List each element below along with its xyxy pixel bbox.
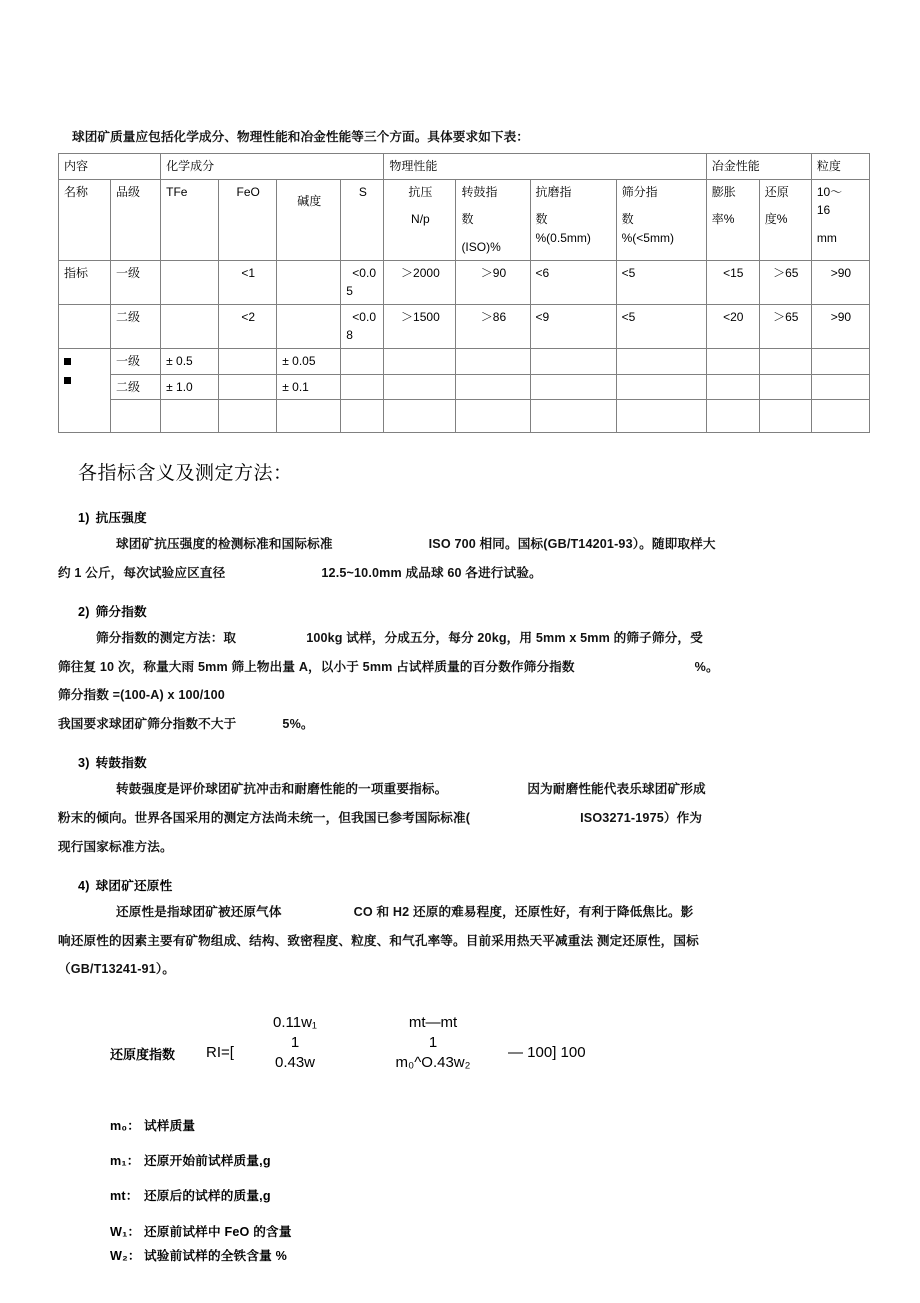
paragraph-2-1-b: 100kg 试样，分成五分，每分 20kg，用 5mm x 5mm 的筛子筛分，受 [306, 631, 703, 646]
cell-tumbler: ＞90 [456, 260, 530, 304]
col-header-s: S [341, 179, 384, 260]
cell-empty [341, 400, 384, 433]
col-header-tfe: TFe [161, 179, 219, 260]
cell-s: <0.0 8 [341, 304, 384, 348]
cell-grade: 二级 [111, 304, 161, 348]
quality-spec-table [58, 153, 870, 433]
cell-abrasion [530, 374, 616, 400]
col-header-basicity: 碱度 [277, 179, 341, 260]
section-label-3: 转鼓指数 [95, 756, 147, 771]
cell-tfe [161, 304, 219, 348]
paragraph-3-1-b: 因为耐磨性能代表乐球团矿形成 [527, 782, 706, 797]
cell-empty [219, 400, 277, 433]
formula-frac2-middle: 1 [428, 1034, 438, 1051]
formula-fraction-1 [240, 1013, 350, 1074]
paragraph-2-2 [58, 655, 870, 680]
variable-definition [110, 1153, 870, 1169]
cell-swelling [706, 374, 759, 400]
section-title-2 [78, 601, 870, 620]
cell-empty [111, 400, 161, 433]
section-screening-index [58, 601, 870, 736]
paragraph-2-2-a: 筛往复 10 次，称量大雨 5mm 筛上物出量 A，以小于 5mm 占试样质量的百分数作筛分指数 [58, 659, 575, 674]
variable-description: 还原前试样中 FeO 的含量 [144, 1224, 292, 1239]
cell-name [59, 304, 111, 348]
formula-frac1-middle: 1 [290, 1034, 300, 1051]
square-marker-icon [64, 358, 71, 365]
cell-screen [616, 349, 706, 375]
cell-tumbler [456, 374, 530, 400]
variable-description: 试样质量 [144, 1118, 196, 1133]
cell-size [811, 349, 869, 375]
cell-empty [616, 400, 706, 433]
table-row [59, 304, 870, 348]
cell-abrasion: <9 [530, 304, 616, 348]
cell-screen [616, 374, 706, 400]
cell-feo: <1 [219, 260, 277, 304]
cell-tfe: ± 0.5 [161, 349, 219, 375]
cell-feo: <2 [219, 304, 277, 348]
formula-frac2-denominator: m₀^O.43w₂ [395, 1054, 471, 1072]
cell-size [811, 374, 869, 400]
paragraph-3-2-b: ISO3271-1975）作为 [580, 811, 703, 826]
col-header-tumbler: 转鼓指 数 (ISO)% [456, 179, 530, 260]
intro-paragraph: 球团矿质量应包括化学成分、物理性能和冶金性能等三个方面。具体要求如下表： [72, 130, 529, 144]
group-header-metallurgical: 冶金性能 [706, 154, 811, 180]
cell-reduction [759, 374, 811, 400]
paragraph-1-2 [58, 561, 870, 586]
formula-label: 还原度指数 [110, 1046, 176, 1062]
section-label-4: 球团矿还原性 [95, 879, 173, 894]
section-number-3: 3) [78, 756, 90, 771]
cell-reduction: ＞65 [759, 304, 811, 348]
group-header-chemical: 化学成分 [161, 154, 384, 180]
cell-feo [219, 374, 277, 400]
table-row [59, 374, 870, 400]
cell-size: >90 [811, 304, 869, 348]
paragraph-1-1-a: 球团矿抗压强度的检测标准和国际标准 [116, 537, 333, 552]
cell-swelling [706, 349, 759, 375]
col-header-abrasion: 抗磨指 数 %(0.5mm) [530, 179, 616, 260]
variable-symbol: mt： [110, 1189, 139, 1204]
cell-tumbler: ＞86 [456, 304, 530, 348]
table-row-empty [59, 400, 870, 433]
paragraph-1-1 [78, 532, 870, 557]
table-column-header-row [59, 179, 870, 260]
cell-screen: <5 [616, 260, 706, 304]
cell-basicity: ± 0.05 [277, 349, 341, 375]
cell-abrasion [530, 349, 616, 375]
col-header-feo: FeO [219, 179, 277, 260]
paragraph-2-4 [58, 712, 870, 737]
cell-size: >90 [811, 260, 869, 304]
formula-frac1-denominator: 0.43w [274, 1054, 316, 1072]
formula-ri-prefix: RI=[ [206, 1043, 234, 1061]
cell-basicity: ± 0.1 [277, 374, 341, 400]
formula-tail: — 100] 100 [508, 1043, 586, 1061]
col-header-compression: 抗压 N/p [384, 179, 456, 260]
variable-definition [110, 1224, 870, 1240]
cell-empty [530, 400, 616, 433]
variable-symbol: W₂： [110, 1249, 141, 1264]
paragraph-4-1-a: 还原性是指球团矿被还原气体 [116, 905, 282, 920]
section-compression-strength [58, 507, 870, 585]
cell-empty [811, 400, 869, 433]
cell-screen: <5 [616, 304, 706, 348]
formula-frac2-numerator: mt—mt [408, 1013, 458, 1031]
reduction-index-formula [58, 1008, 870, 1100]
section-tumbler-index [58, 752, 870, 859]
group-header-physical: 物理性能 [384, 154, 706, 180]
section-reducibility [58, 875, 870, 982]
paragraph-3-1-a: 转鼓强度是评价球团矿抗冲击和耐磨性能的一项重要指标。 [116, 782, 448, 797]
section-label-1: 抗压强度 [95, 511, 147, 526]
cell-name-markers [59, 349, 111, 433]
paragraph-4-1-b: CO 和 H2 还原的难易程度，还原性好，有利于降低焦比。影 [353, 905, 694, 920]
cell-reduction [759, 349, 811, 375]
document-content [58, 128, 870, 1273]
cell-tumbler [456, 349, 530, 375]
paragraph-2-3: 筛分指数 =(100-A) x 100/100 [58, 688, 225, 703]
section-heading: 各指标含义及测定方法： [78, 463, 293, 485]
cell-grade: 一级 [111, 349, 161, 375]
square-marker-icon [64, 377, 71, 384]
variable-symbol: m₁： [110, 1154, 140, 1169]
paragraph-2-1-a: 筛分指数的测定方法：取 [96, 631, 237, 646]
cell-compression: ＞2000 [384, 260, 456, 304]
section-number-4: 4) [78, 879, 90, 894]
paragraph-3-2 [58, 806, 870, 831]
cell-swelling: <20 [706, 304, 759, 348]
variable-symbol: W₁： [110, 1224, 141, 1239]
cell-empty [759, 400, 811, 433]
variable-description: 还原后的试样的质量,g [144, 1189, 271, 1204]
variable-symbol: m₀： [110, 1118, 141, 1133]
cell-tfe: ± 1.0 [161, 374, 219, 400]
col-header-swelling: 膨胀 率% [706, 179, 759, 260]
group-header-granularity: 粒度 [811, 154, 869, 180]
col-header-name: 名称 [59, 179, 111, 260]
variable-definitions [110, 1118, 870, 1265]
cell-compression [384, 349, 456, 375]
paragraph-3-2-a: 粉末的倾向。世界各国采用的测定方法尚未统一，但我国已参考国际标准( [58, 811, 471, 826]
paragraph-4-3: （GB/T13241-91）。 [58, 962, 176, 977]
cell-feo [219, 349, 277, 375]
cell-s [341, 349, 384, 375]
paragraph-4-1 [78, 900, 870, 925]
cell-reduction: ＞65 [759, 260, 811, 304]
cell-s: <0.0 5 [341, 260, 384, 304]
section-number-1: 1) [78, 511, 90, 526]
variable-definition [110, 1248, 870, 1264]
section-label-2: 筛分指数 [95, 605, 147, 620]
col-header-grade: 品级 [111, 179, 161, 260]
cell-empty [161, 400, 219, 433]
section-title-4 [78, 875, 870, 894]
variable-definition [110, 1118, 870, 1134]
cell-grade: 一级 [111, 260, 161, 304]
col-header-size: 10～ 16 mm [811, 179, 869, 260]
cell-compression [384, 374, 456, 400]
cell-empty [384, 400, 456, 433]
group-header-content: 内容 [59, 154, 161, 180]
paragraph-3-3: 现行国家标准方法。 [58, 839, 173, 854]
paragraph-1-2-a: 约 1 公斤，每次试验应区直径 [58, 565, 226, 580]
cell-tfe [161, 260, 219, 304]
cell-empty [706, 400, 759, 433]
cell-abrasion: <6 [530, 260, 616, 304]
table-group-header-row [59, 154, 870, 180]
variable-description: 还原开始前试样质量,g [144, 1154, 271, 1169]
cell-basicity [277, 304, 341, 348]
formula-frac1-numerator: 0.11w₁ [273, 1013, 317, 1031]
paragraph-2-2-b: %。 [694, 659, 719, 674]
table-row [59, 260, 870, 304]
cell-empty [456, 400, 530, 433]
cell-swelling: <15 [706, 260, 759, 304]
cell-s [341, 374, 384, 400]
paragraph-4-2: 响还原性的因素主要有矿物组成、结构、致密程度、粒度、和气孔率等。目前采用热天平减重法 测定还原性，国标 [58, 933, 699, 948]
cell-empty [277, 400, 341, 433]
cell-compression: ＞1500 [384, 304, 456, 348]
cell-grade: 二级 [111, 374, 161, 400]
paragraph-2-4-a: 我国要求球团矿筛分指数不大于 [58, 716, 237, 731]
section-title-3 [78, 752, 870, 771]
paragraph-1-2-b: 12.5~10.0mm 成品球 60 各进行试验。 [321, 565, 542, 580]
table-row [59, 349, 870, 375]
paragraph-3-1 [78, 777, 870, 802]
paragraph-1-1-b: ISO 700 相同。国标(GB/T14201-93）。随即取样大 [428, 537, 716, 552]
col-header-reduction: 还原 度% [759, 179, 811, 260]
formula-fraction-2 [358, 1013, 508, 1074]
col-header-screen: 筛分指 数 %(<5mm) [616, 179, 706, 260]
paragraph-2-1 [78, 626, 870, 651]
section-number-2: 2) [78, 605, 90, 620]
variable-description: 试验前试样的全铁含量 % [144, 1249, 288, 1264]
cell-name: 指标 [59, 260, 111, 304]
section-title-1 [78, 507, 870, 526]
paragraph-2-4-b: 5%。 [282, 716, 314, 731]
cell-basicity [277, 260, 341, 304]
variable-definition [110, 1188, 870, 1204]
